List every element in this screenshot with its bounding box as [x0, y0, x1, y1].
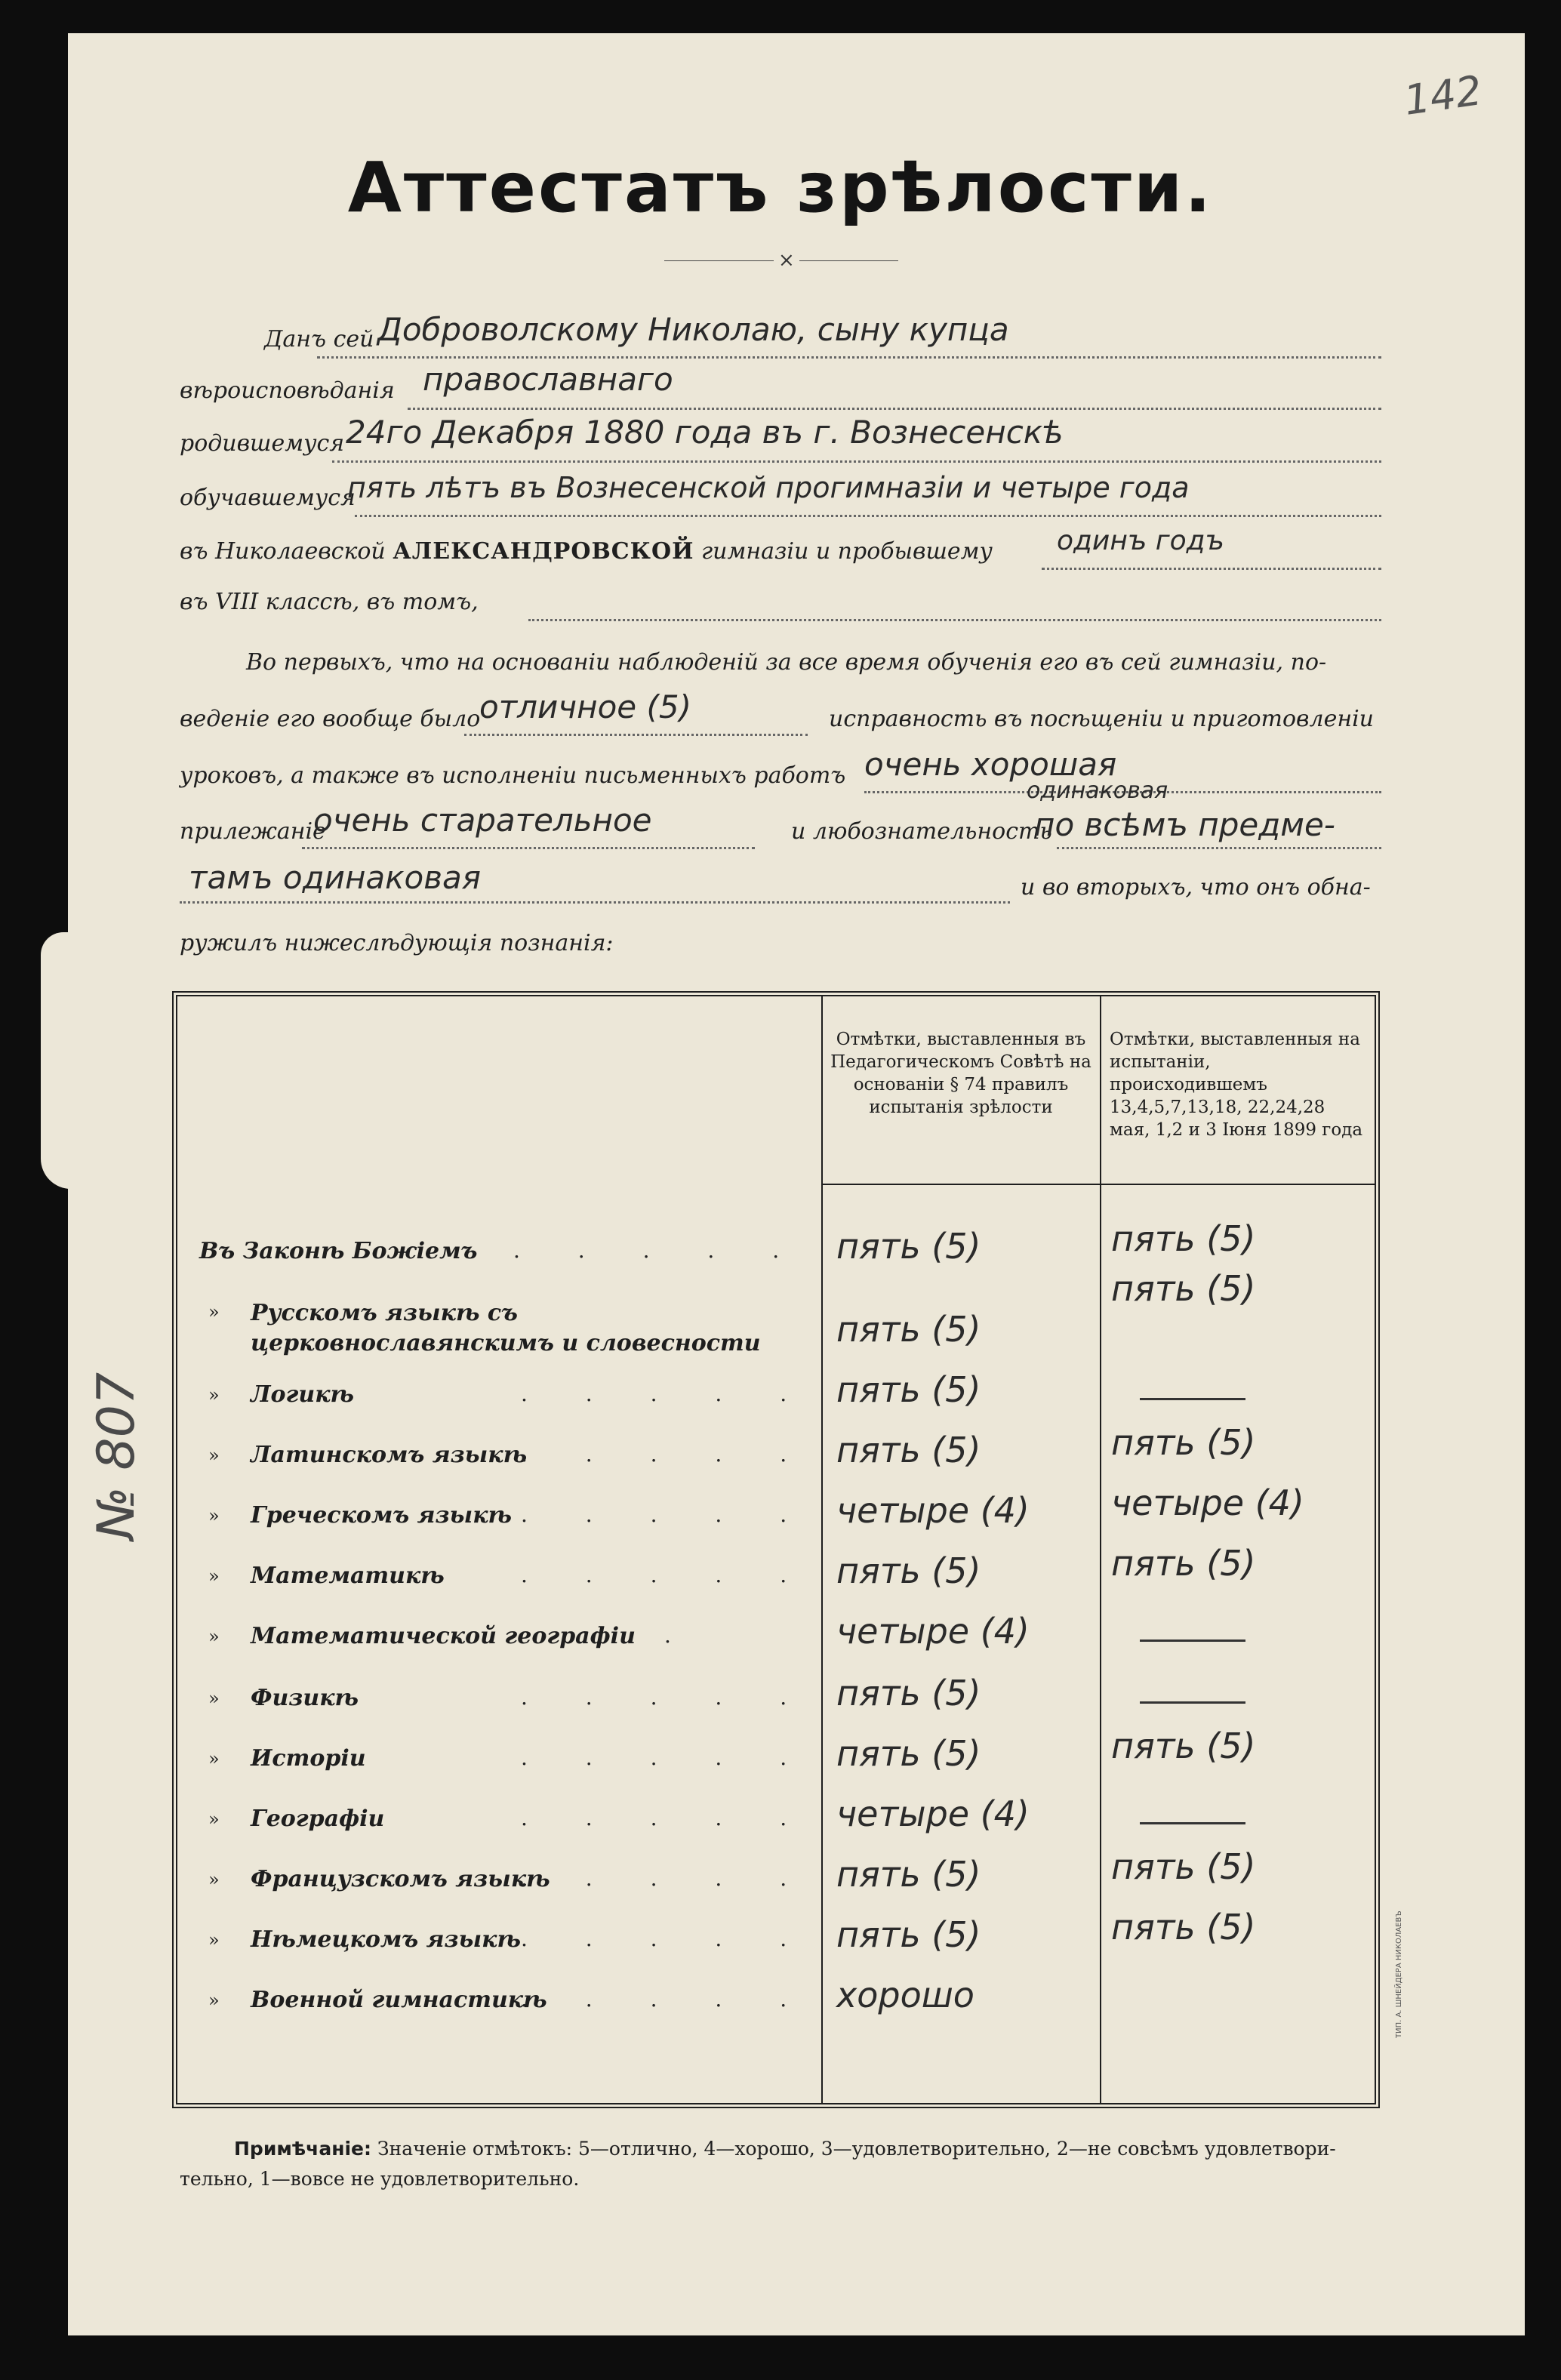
fill-line: [1042, 566, 1381, 570]
line9-handwriting: очень хорошая: [864, 746, 1117, 783]
exam-grade: пять (5): [1111, 1726, 1256, 1766]
council-grade: пять (5): [836, 1430, 981, 1470]
fill-line: [464, 732, 808, 736]
line5-suffix: гимназіи и пробывшему: [701, 538, 993, 565]
line2-label: вѣроисповѣданія: [180, 377, 395, 404]
exam-grade: пять (5): [1111, 1218, 1256, 1259]
leader-dots: . . . . .: [521, 1866, 813, 1891]
exam-grade-dash: [1140, 1701, 1245, 1704]
subject-label: Географіи: [251, 1806, 385, 1832]
subject-label: Нѣмецкомъ языкѣ: [251, 1926, 521, 1953]
subject-label: Исторіи: [251, 1745, 366, 1772]
council-grade: пять (5): [836, 1309, 981, 1350]
line8-suffix: исправность въ посѣщеніи и приготовленіи: [829, 706, 1375, 732]
fill-line: [332, 459, 1381, 463]
row-quote-mark: »: [208, 1384, 220, 1406]
council-grade: пять (5): [836, 1854, 981, 1895]
row-quote-mark: »: [208, 1505, 220, 1526]
leader-dots: . . . . .: [521, 1381, 813, 1406]
subject-label: Математикѣ: [251, 1563, 445, 1589]
subject-label: Математической географіи: [251, 1623, 636, 1649]
leader-dots: . . . . .: [521, 1502, 813, 1527]
line2-handwriting: православнаго: [423, 361, 673, 398]
row-quote-mark: »: [208, 1566, 220, 1587]
exam-grade-dash: [1140, 1822, 1245, 1824]
printer-mark: ТИП. А. ШНЕЙДЕРА НИКОЛАЕВЪ: [1395, 1910, 1403, 2038]
document-title: Аттестатъ зрѣлости.: [347, 147, 1214, 228]
row-quote-mark: »: [208, 1445, 220, 1466]
fill-line: [528, 617, 1381, 621]
title-ornament: ×: [774, 249, 799, 272]
footnote-text: Значеніе отмѣтокъ: 5—отлично, 4—хорошо, 3—удовлетворительно, 2—не совсѣмъ удовлетвори-: [377, 2138, 1336, 2160]
line5-handwriting: одинъ годъ: [1057, 525, 1224, 556]
page-number: 142: [1401, 66, 1485, 125]
line3-handwriting: 24го Декабря 1880 года въ г. Вознесенскѣ: [346, 414, 1064, 451]
row-quote-mark: »: [208, 1626, 220, 1647]
council-grade: четыре (4): [836, 1611, 1030, 1652]
subject-label: Военной гимнастикѣ: [251, 1987, 547, 2013]
council-grade: пять (5): [836, 1369, 981, 1410]
line5-prefix: въ Николаевской: [180, 538, 386, 565]
line6-label: въ VIII классѣ, въ томъ,: [180, 589, 479, 615]
exam-grade: пять (5): [1111, 1846, 1256, 1887]
leader-dots: . . . . .: [521, 1563, 813, 1587]
exam-grade: пять (5): [1111, 1268, 1256, 1309]
line3-label: родившемуся: [180, 430, 345, 457]
subject-label: Русскомъ языкѣ съ церковнославянскимъ и словесности: [251, 1300, 761, 1356]
fill-line: [180, 900, 1010, 904]
row-quote-mark: »: [208, 1929, 220, 1950]
council-grade: пять (5): [836, 1550, 981, 1591]
table-col-divider: [821, 996, 823, 2103]
torn-edge: [41, 932, 79, 1189]
row-quote-mark: »: [208, 1809, 220, 1830]
line10-handwriting: очень старательное: [313, 802, 652, 839]
subject-label: Латинскомъ языкѣ: [251, 1442, 528, 1468]
leader-dots: . . . . .: [521, 1745, 813, 1770]
table-header-rule: [821, 1184, 1375, 1185]
line10-handwriting-2: по всѣмъ предме-: [1034, 806, 1335, 843]
line1-handwriting: Доброволскому Николаю, сыну купца: [377, 311, 1009, 348]
row-quote-mark: »: [208, 1869, 220, 1890]
line8-handwriting: отличное (5): [479, 688, 691, 725]
row-quote-mark: »: [208, 1688, 220, 1709]
leader-dots: .: [664, 1623, 697, 1648]
leader-dots: . . . . .: [521, 1442, 813, 1467]
exam-grade: пять (5): [1111, 1543, 1256, 1584]
inventory-number: № 807: [87, 1372, 146, 1540]
fill-line: [317, 355, 1381, 359]
leader-dots: . . . . .: [521, 1806, 813, 1830]
line10-label: прилежаніе: [180, 818, 326, 845]
footnote-label: Примѣчаніе:: [234, 2138, 371, 2160]
row-quote-mark: »: [208, 1748, 220, 1769]
line12-label: ружилъ нижеслѣдующія познанія:: [180, 930, 614, 956]
leader-dots: . . . . .: [521, 1685, 813, 1710]
footnote-line2: тельно, 1—вовсе не удовлетворительно.: [180, 2168, 580, 2190]
line4-label: обучавшемуся: [180, 485, 356, 511]
subject-label: Въ Законѣ Божіемъ: [199, 1238, 478, 1264]
fill-line: [1057, 845, 1381, 849]
council-grade: пять (5): [836, 1226, 981, 1267]
council-grade: хорошо: [836, 1975, 974, 2015]
leader-dots: . . . . .: [513, 1238, 805, 1263]
subject-label: Греческомъ языкѣ: [251, 1502, 513, 1529]
line4-handwriting: пять лѣтъ въ Вознесенской прогимназіи и четыре года: [347, 471, 1190, 504]
council-grade: четыре (4): [836, 1793, 1030, 1834]
line7-text: Во первыхъ, что на основаніи наблюденій за все время обученія его въ сей гимназіи, по-: [246, 649, 1327, 676]
exam-grade: пять (5): [1111, 1422, 1256, 1463]
line5-caps: АЛЕКСАНДРОВСКОЙ: [393, 538, 694, 565]
fill-line: [355, 513, 1381, 517]
exam-grade: пять (5): [1111, 1907, 1256, 1947]
line8-label: веденіе его вообще было: [180, 706, 481, 732]
line11-handwriting: тамъ одинаковая: [189, 859, 481, 896]
council-grade: четыре (4): [836, 1490, 1030, 1531]
council-marks-header: Отмѣтки, выставленныя въ Педагогическомъ Совѣтѣ на основаніи § 74 правилъ испытанія зрѣлости: [830, 1030, 1091, 1117]
exam-marks-header: Отмѣтки, выставленныя на испытаніи, происходившемъ 13,4,5,7,13,18, 22,24,28 мая, 1,2 и 3 Іюня 1899 года: [1110, 1030, 1363, 1140]
exam-grade-dash: [1140, 1398, 1245, 1400]
council-grade: пять (5): [836, 1733, 981, 1774]
council-grade: пять (5): [836, 1914, 981, 1955]
row-quote-mark: »: [208, 1990, 220, 2011]
subject-label: Французскомъ языкѣ: [251, 1866, 550, 1892]
line1-label: Данъ сей: [264, 326, 374, 353]
line10-handwriting-above: одинаковая: [1027, 777, 1168, 804]
subject-label: Логикѣ: [251, 1381, 355, 1408]
line11-suffix: и во вторыхъ, что онъ обна-: [1021, 874, 1371, 901]
leader-dots: . . . . .: [521, 1926, 813, 1951]
fill-line: [302, 845, 755, 849]
line9-label: уроковъ, а также въ исполненіи письменныхъ работъ: [180, 762, 846, 789]
line5-text: [180, 538, 993, 565]
table-col-divider: [1100, 996, 1101, 2103]
footnote-line1: [234, 2138, 1336, 2160]
exam-grade: четыре (4): [1111, 1482, 1304, 1523]
line10-mid: и любознательность: [791, 818, 1052, 845]
subject-label: Физикѣ: [251, 1685, 359, 1711]
fill-line: [408, 406, 1381, 410]
council-grade: пять (5): [836, 1673, 981, 1713]
row-quote-mark: »: [208, 1301, 220, 1322]
exam-grade-dash: [1140, 1640, 1245, 1642]
leader-dots: . . . . .: [521, 1987, 813, 2012]
